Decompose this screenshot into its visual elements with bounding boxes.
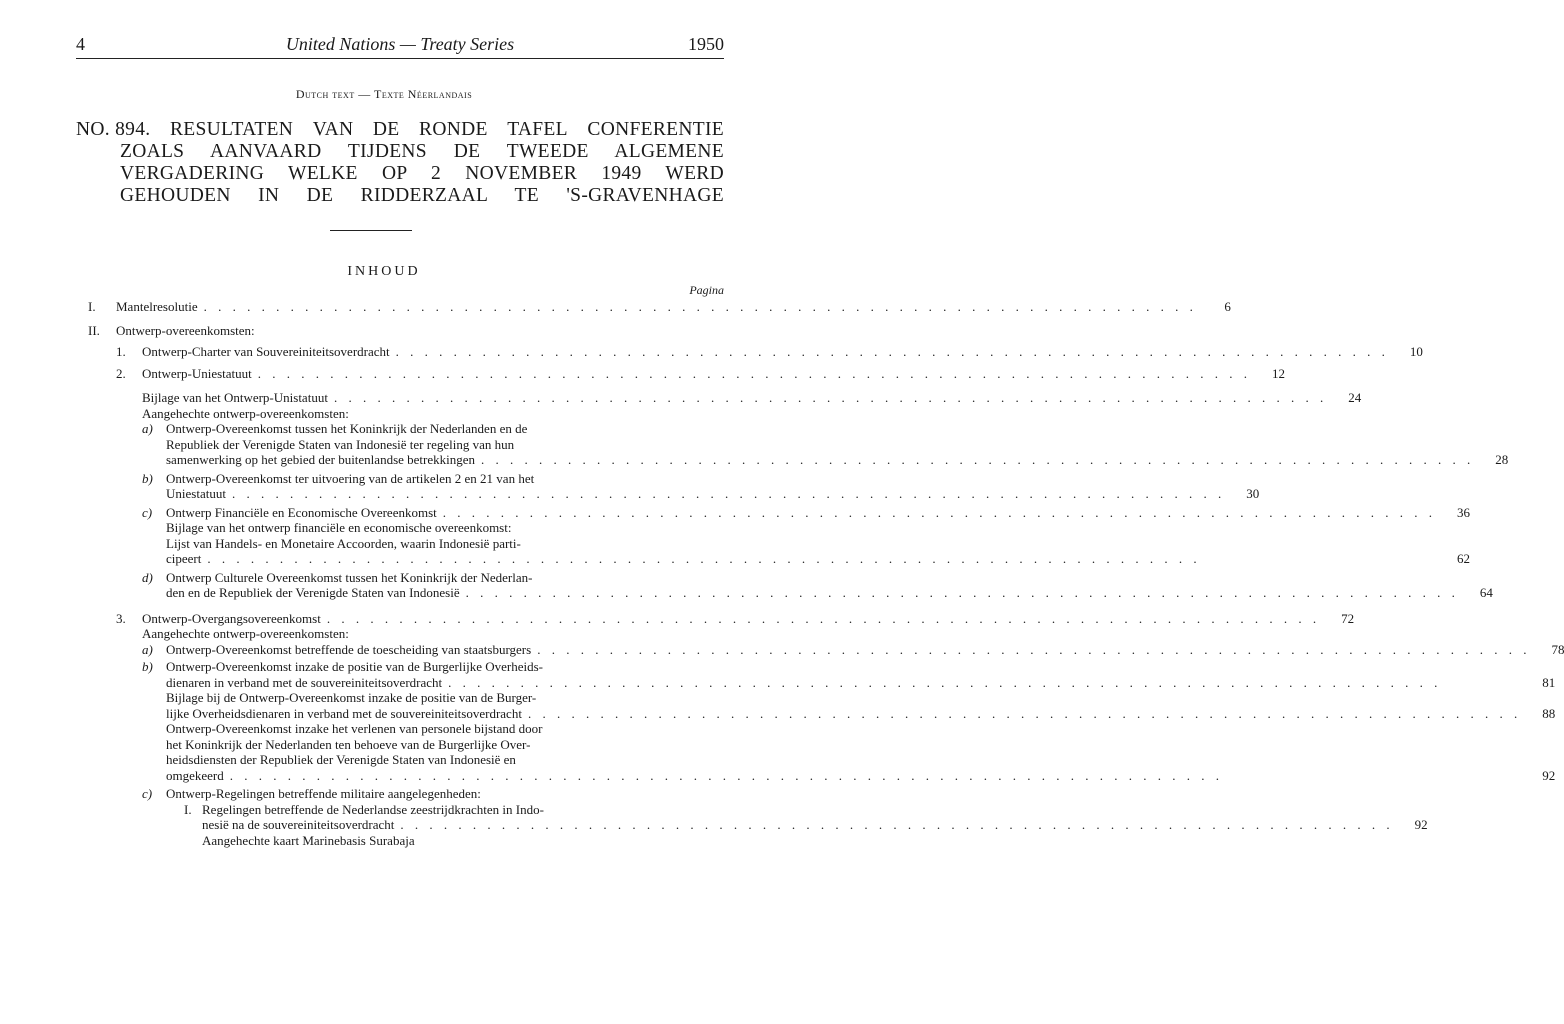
toc-entry-page: 28 xyxy=(1495,452,1509,467)
toc-entry-line: Lijst van Handels- en Monetaire Accoorden, waarin Indonesië parti- xyxy=(166,535,521,551)
toc-entry-page: 24 xyxy=(1348,390,1362,405)
toc-entry xyxy=(142,786,1428,848)
leader-dots xyxy=(334,390,1327,406)
running-header xyxy=(76,34,724,59)
toc-entry-number: I. xyxy=(88,299,96,314)
toc-entry-line: heidsdiensten der Republiek der Verenigde Staten van Indonesië en xyxy=(166,752,516,767)
toc-entry-page: 92 xyxy=(1414,817,1428,832)
toc-entry-label: Ontwerp-overeenkomsten: xyxy=(116,322,255,338)
title-line-3: VERGADERING WELKE OP 2 NOVEMBER 1949 WERD xyxy=(120,163,724,184)
page-number: 4 xyxy=(76,34,85,54)
leader-dots xyxy=(396,344,1389,360)
series-title: United Nations — Treaty Series xyxy=(285,34,515,54)
toc-entry-line: Bijlage van het ontwerp financiële en economische overeenkomst: xyxy=(166,520,512,535)
toc-entry xyxy=(116,344,1423,360)
toc-heading: INHOUD xyxy=(347,264,421,279)
leader-dots xyxy=(481,452,1474,468)
toc-entry-number: a) xyxy=(142,641,153,657)
title-word: VAN xyxy=(312,119,354,140)
toc-entry-number: b) xyxy=(142,470,153,486)
toc-entry-label: Mantelresolutie xyxy=(116,299,198,314)
toc-entry-line: Ontwerp Financiële en Economische Overeenkomst xyxy=(166,504,437,520)
toc-entry-line: den en de Republiek der Verenigde Staten van Indonesië xyxy=(166,585,460,600)
toc-entry-number: d) xyxy=(142,569,153,585)
toc-entry-label: Ontwerp-Overgangsovereenkomst xyxy=(142,610,321,626)
toc-entry-page: 30 xyxy=(1246,486,1260,501)
title-word: CONFERENTIE xyxy=(587,119,724,140)
toc-subentry xyxy=(184,802,1428,849)
toc-entry-label: Bijlage van het Ontwerp-Unistatuut xyxy=(142,390,328,405)
leader-dots xyxy=(443,505,1436,521)
leader-dots xyxy=(207,551,1436,567)
toc-entry-page: 72 xyxy=(1341,610,1355,626)
toc-entry-line: samenwerking op het gebied der buitenlandse betrekkingen xyxy=(166,452,476,467)
language-subtitle: Dutch text — Texte Néerlandais xyxy=(295,87,473,101)
toc-entry xyxy=(116,365,1286,382)
toc-entry-number: a) xyxy=(142,421,153,436)
toc-entry-page: 81 xyxy=(1542,674,1556,690)
title-line-1 xyxy=(76,119,724,141)
toc-entry-number: c) xyxy=(142,786,153,801)
toc-entry-page: 6 xyxy=(1224,299,1231,314)
toc-entry xyxy=(142,504,1470,567)
toc-entry-line: Ontwerp-Overeenkomst inzake de positie van de Burgerlijke Overheids- xyxy=(166,659,543,674)
toc-entry-line: omgekeerd xyxy=(166,767,224,783)
toc-entry-line: nesië na de souvereiniteitsoverdracht xyxy=(202,817,395,832)
toc-entry-label: Ontwerp-Uniestatuut xyxy=(142,365,252,381)
toc-entry-line: Aangehechte kaart Marinebasis Surabaja xyxy=(202,832,415,848)
table-of-contents xyxy=(88,299,1564,848)
toc-entry xyxy=(142,641,1564,658)
leader-dots xyxy=(204,299,1197,315)
toc-entry-line: Ontwerp-Overeenkomst betreffende de toescheiding van staatsburgers xyxy=(166,641,532,657)
toc-entry-number: II. xyxy=(88,322,100,338)
separator-rule xyxy=(330,230,412,231)
leader-dots xyxy=(528,706,1521,722)
toc-entry-page: 36 xyxy=(1457,504,1470,520)
toc-entry-number: b) xyxy=(142,659,153,674)
toc-entry-number: c) xyxy=(142,504,153,520)
toc-entry-line: Regelingen betreffende de Nederlandse zeestrijdkrachten in Indo- xyxy=(202,801,544,817)
toc-entry xyxy=(88,299,1231,315)
toc-subheading: Aangehechte ontwerp-overeenkomsten: xyxy=(142,626,349,641)
toc-entry xyxy=(142,470,1260,502)
leader-dots xyxy=(230,768,1521,784)
toc-entry-page: 62 xyxy=(1457,551,1470,566)
toc-entry-page: 78 xyxy=(1551,641,1564,657)
toc-entry-line: Ontwerp-Overeenkomst inzake het verlenen van personele bijstand door xyxy=(166,721,543,736)
toc-entry xyxy=(116,610,1355,642)
leader-dots xyxy=(537,642,1530,658)
toc-entry xyxy=(142,421,1509,468)
title-word: RONDE xyxy=(419,119,488,140)
toc-entry-line: Ontwerp-Regelingen betreffende militaire aangelegenheden: xyxy=(166,786,481,801)
title-line-4: GEHOUDEN IN DE RIDDERZAAL TE 'S-GRAVENHAGE xyxy=(120,185,724,206)
leader-dots xyxy=(232,486,1225,502)
toc-entry-line: Bijlage bij de Ontwerp-Overeenkomst inzake de positie van de Burger- xyxy=(166,690,537,705)
toc-entry-page: 10 xyxy=(1409,344,1423,359)
year: 1950 xyxy=(688,34,724,54)
toc-entry-line: Ontwerp-Overeenkomst tussen het Koninkrijk der Nederlanden en de xyxy=(166,421,528,436)
leader-dots xyxy=(448,675,1521,691)
toc-entry-number: 1. xyxy=(116,344,126,359)
toc-entry-number: I. xyxy=(184,801,192,817)
leader-dots xyxy=(327,611,1320,627)
title-word: TAFEL xyxy=(507,119,568,140)
toc-entry-page: 92 xyxy=(1542,767,1556,783)
leader-dots xyxy=(400,817,1393,833)
toc-entry-line: het Koninkrijk der Nederlanden ten behoeve van de Burgerlijke Over- xyxy=(166,736,531,752)
leader-dots xyxy=(466,585,1459,601)
toc-entry-line: cipeert xyxy=(166,551,202,566)
leader-dots xyxy=(258,366,1251,382)
toc-entry-line: dienaren in verband met de souvereiniteitsoverdracht xyxy=(166,674,443,690)
toc-entry xyxy=(88,323,724,339)
toc-entry-page: 88 xyxy=(1542,705,1556,721)
toc-entry-page: 12 xyxy=(1272,365,1286,381)
toc-entry-line: Ontwerp Culturele Overeenkomst tussen het Koninkrijk der Nederlan- xyxy=(166,569,533,585)
title-line-2: ZOALS AANVAARD TIJDENS DE TWEEDE ALGEMENE xyxy=(120,141,724,162)
toc-entry-line: Republiek der Verenigde Staten van Indonesië ter regeling van hun xyxy=(166,436,515,452)
toc-entry xyxy=(142,659,1556,783)
toc-entry-line: Ontwerp-Overeenkomst ter uitvoering van de artikelen 2 en 21 van het xyxy=(166,470,535,486)
toc-entry-line: lijke Overheidsdienaren in verband met de souvereiniteitsoverdracht xyxy=(166,705,522,721)
toc-entry-label: Ontwerp-Charter van Souvereiniteitsoverdracht xyxy=(142,344,390,359)
toc-entry xyxy=(142,569,1493,601)
toc-entry xyxy=(142,390,1362,421)
title-word: DE xyxy=(372,119,400,140)
toc-entry-number: 3. xyxy=(116,610,126,626)
toc-subheading: Aangehechte ontwerp-overeenkomsten: xyxy=(142,405,349,421)
toc-entry-page: 64 xyxy=(1479,585,1493,600)
toc-entry-number: 2. xyxy=(116,365,126,381)
document-title xyxy=(76,119,724,207)
pagina-label: Pagina xyxy=(689,283,724,297)
treaty-number: NO. 894. xyxy=(76,119,151,140)
title-word: RESULTATEN xyxy=(170,119,294,140)
toc-entry-line: Uniestatuut xyxy=(166,486,226,501)
